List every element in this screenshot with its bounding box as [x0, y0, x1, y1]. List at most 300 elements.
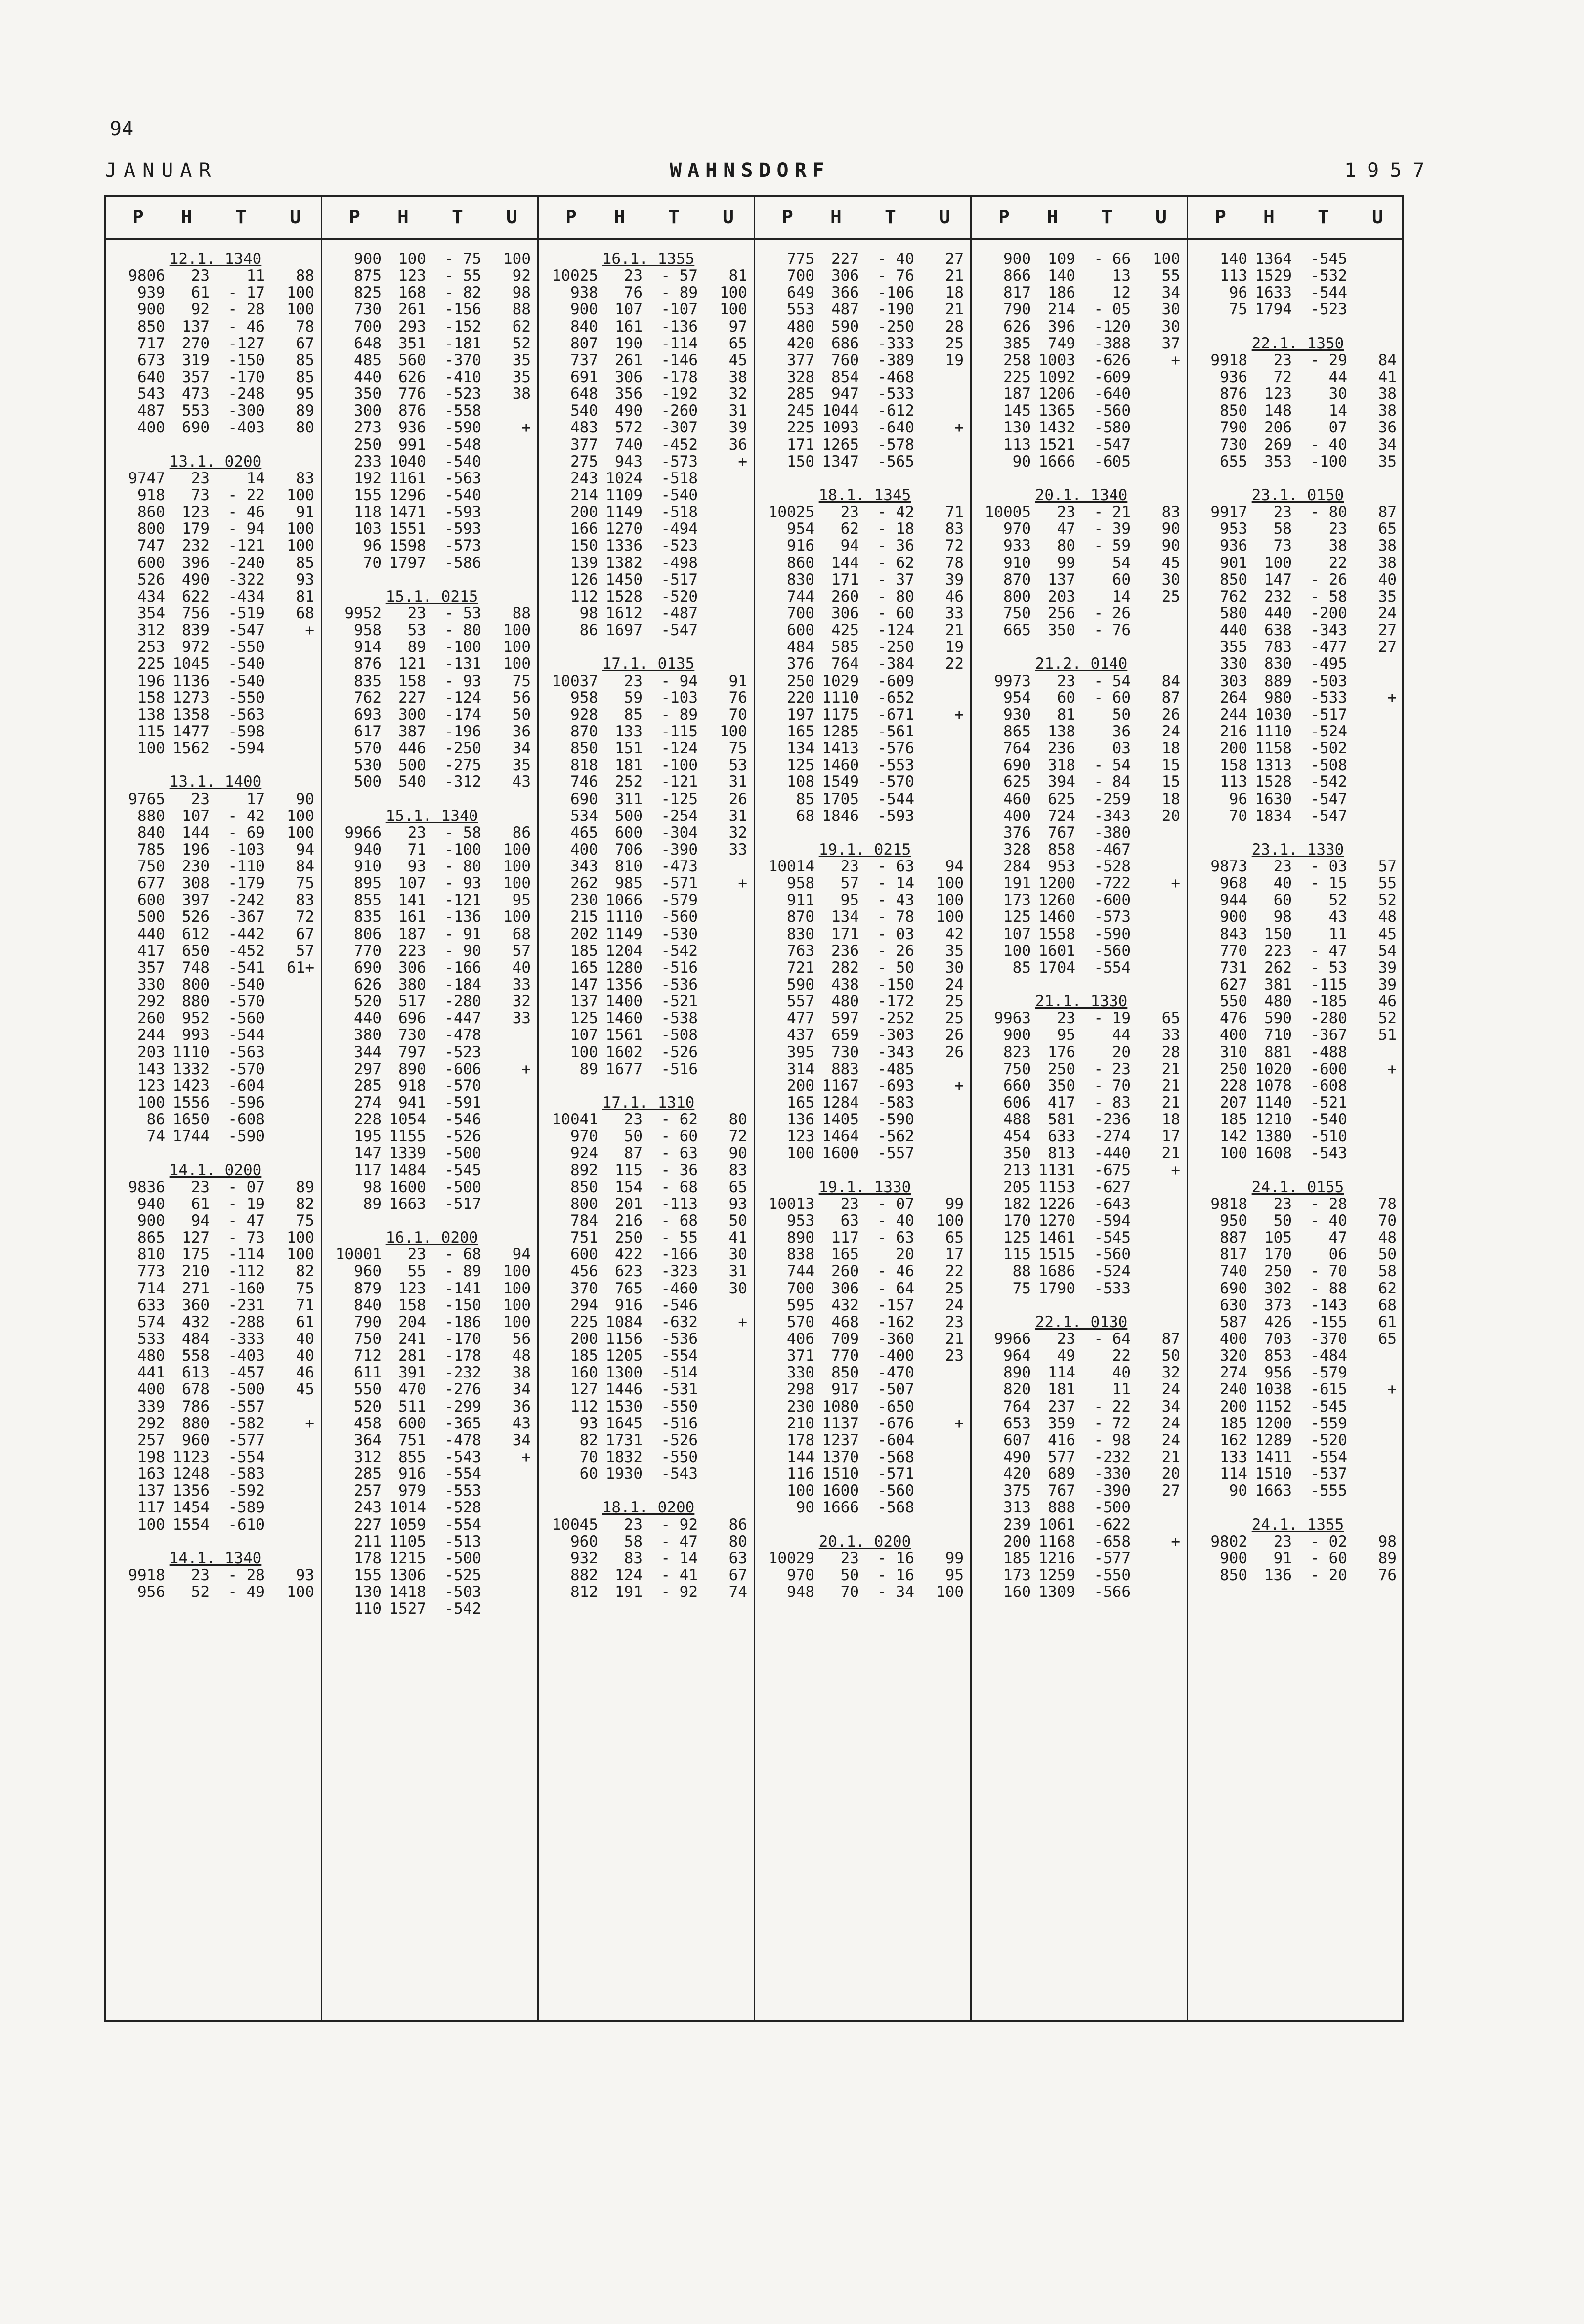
cell-u: 36	[1378, 419, 1397, 437]
table-row	[978, 369, 1185, 386]
cell-p: 480	[137, 1347, 165, 1365]
table-row	[328, 908, 536, 925]
cell-t: 54	[1112, 554, 1131, 572]
cell-t: - 94	[661, 672, 698, 690]
cell-h: 724	[1048, 807, 1075, 825]
cell-p: 850	[570, 1178, 598, 1196]
cell-t: - 42	[877, 503, 914, 521]
table-row	[328, 419, 536, 436]
cell-t: -121	[444, 891, 481, 909]
cell-t: -184	[444, 976, 481, 994]
cell-t: -658	[1094, 1532, 1131, 1550]
cell-u: 38	[512, 1364, 531, 1382]
column-rows	[545, 251, 752, 1600]
cell-p: 747	[137, 537, 165, 555]
table-row	[328, 1550, 536, 1567]
table-row	[978, 1533, 1185, 1550]
cell-h: 440	[1264, 604, 1292, 622]
cell-t: -550	[1094, 1566, 1131, 1584]
cell-t: -523	[661, 537, 698, 555]
cell-t: -232	[1094, 1448, 1131, 1466]
cell-t: -550	[661, 1448, 698, 1466]
cell-p: 273	[354, 419, 382, 437]
cell-h: 227	[398, 689, 426, 707]
cell-h: 748	[182, 958, 210, 977]
table-row	[1194, 301, 1402, 318]
sounding-date-heading	[328, 1229, 536, 1246]
cell-t: - 28	[228, 1566, 265, 1584]
cell-h: 1167	[822, 1076, 859, 1095]
cell-u: +	[1387, 1060, 1397, 1078]
table-row	[761, 723, 969, 740]
cell-u: 100	[287, 807, 314, 825]
cell-t: - 29	[1310, 351, 1347, 369]
table-row	[978, 1482, 1185, 1499]
table-row	[761, 655, 969, 672]
cell-p: 690	[570, 790, 598, 808]
cell-t: -523	[1310, 301, 1347, 319]
table-row	[761, 1263, 969, 1280]
table-row	[328, 959, 536, 976]
cell-u: 75	[296, 1212, 314, 1230]
cell-h: 144	[831, 554, 859, 572]
cell-h: 23	[840, 858, 859, 876]
cell-h: 1158	[1255, 739, 1292, 758]
cell-p: 939	[137, 284, 165, 302]
cell-u: 100	[1153, 250, 1180, 268]
cell-h: 158	[398, 1296, 426, 1314]
cell-u: 74	[728, 1583, 747, 1601]
cell-h: 1558	[1038, 925, 1075, 943]
cell-h: 70	[840, 1583, 859, 1601]
table-row	[978, 1280, 1185, 1297]
table-row	[1194, 875, 1402, 892]
table-row	[545, 1162, 752, 1179]
cell-t: -124	[661, 739, 698, 758]
cell-u: +	[954, 419, 964, 437]
cell-h: 256	[1048, 604, 1075, 622]
cell-h: 1285	[822, 722, 859, 740]
table-row	[761, 1381, 969, 1398]
cell-h: 880	[182, 992, 210, 1011]
table-row	[328, 1179, 536, 1196]
cell-u: 88	[296, 267, 314, 285]
cell-u: 51	[1378, 1026, 1397, 1044]
cell-u: 83	[296, 469, 314, 487]
cell-t: -594	[1094, 1212, 1131, 1230]
table-row	[545, 706, 752, 723]
cell-t: -524	[1094, 1262, 1131, 1281]
header-u: U	[290, 206, 301, 228]
cell-u: 75	[296, 874, 314, 893]
cell-u: 72	[296, 908, 314, 926]
sounding-date-heading	[1194, 841, 1402, 858]
header-u: U	[1372, 206, 1383, 228]
cell-p: 526	[137, 570, 165, 589]
cell-u: 25	[945, 1279, 964, 1297]
cell-u: 86	[512, 823, 531, 842]
cell-p: 770	[1220, 942, 1247, 960]
cell-p: 543	[137, 385, 165, 403]
cell-u: 94	[512, 1246, 531, 1264]
cell-p: 750	[1003, 1060, 1031, 1078]
cell-p: 134	[787, 739, 814, 758]
cell-p: 88	[1012, 1262, 1031, 1281]
cell-t: -150	[444, 1296, 481, 1314]
cell-u: 78	[296, 317, 314, 336]
cell-p: 714	[137, 1279, 165, 1297]
cell-p: 150	[787, 452, 814, 471]
cell-t: -114	[661, 334, 698, 352]
cell-p: 440	[354, 1009, 382, 1028]
cell-t: -570	[444, 1076, 481, 1095]
table-row	[978, 1111, 1185, 1128]
table-row	[328, 993, 536, 1010]
cell-p: 355	[1220, 638, 1247, 656]
table-row	[761, 1398, 969, 1415]
cell-t: - 36	[661, 1161, 698, 1179]
cell-h: 58	[624, 1532, 642, 1550]
cell-h: 1612	[605, 604, 642, 622]
date-time-label: 24.1. 0155	[1251, 1178, 1344, 1196]
cell-p: 570	[354, 739, 382, 758]
table-row	[761, 1314, 969, 1331]
header-h: H	[1263, 206, 1275, 228]
cell-u: 100	[720, 301, 747, 319]
cell-u: 22	[945, 1262, 964, 1281]
cell-p: 165	[787, 1094, 814, 1112]
cell-h: 23	[624, 1111, 642, 1129]
table-row	[112, 926, 319, 943]
cell-t: 43	[1328, 908, 1347, 926]
table-row	[1194, 1196, 1402, 1212]
cell-p: 187	[1003, 385, 1031, 403]
cell-h: 93	[407, 858, 426, 876]
cell-u: 100	[503, 1296, 531, 1314]
cell-h: 23	[1273, 351, 1292, 369]
table-row	[761, 335, 969, 352]
cell-t: -157	[877, 1296, 914, 1314]
table-row	[112, 655, 319, 672]
cell-t: -276	[444, 1380, 481, 1399]
cell-t: -488	[1310, 1043, 1347, 1061]
cell-t: - 36	[877, 537, 914, 555]
cell-t: -370	[1310, 1330, 1347, 1348]
cell-p: 875	[354, 267, 382, 285]
cell-u: 93	[296, 570, 314, 589]
cell-t: - 46	[228, 317, 265, 336]
header-u: U	[723, 206, 734, 228]
cell-t: -360	[877, 1330, 914, 1348]
cell-h: 23	[1273, 503, 1292, 521]
cell-p: 312	[137, 621, 165, 640]
cell-t: -322	[228, 570, 265, 589]
cell-p: 137	[570, 992, 598, 1011]
cell-p: 750	[354, 1330, 382, 1348]
row-spacer	[328, 791, 536, 808]
cell-p: 100	[137, 739, 165, 758]
cell-p: 113	[1220, 267, 1247, 285]
cell-h: 49	[1057, 1347, 1075, 1365]
cell-t: -477	[1310, 638, 1347, 656]
cell-h: 95	[840, 891, 859, 909]
cell-t: -403	[228, 1347, 265, 1365]
date-time-label: 18.1. 1345	[818, 486, 911, 504]
cell-h: 366	[831, 284, 859, 302]
table-row	[1194, 1094, 1402, 1111]
row-spacer	[978, 639, 1185, 655]
cell-t: - 62	[877, 554, 914, 572]
cell-p: 257	[137, 1431, 165, 1449]
cell-h: 979	[398, 1482, 426, 1500]
cell-h: 123	[398, 1279, 426, 1297]
cell-h: 597	[831, 1009, 859, 1028]
cell-t: -545	[1094, 1229, 1131, 1247]
cell-u: +	[1387, 1380, 1397, 1399]
cell-p: 195	[354, 1127, 382, 1146]
cell-p: 838	[787, 1246, 814, 1264]
cell-h: 1382	[605, 554, 642, 572]
table-row	[1194, 1027, 1402, 1043]
cell-h: 137	[1048, 570, 1075, 589]
cell-h: 1153	[1038, 1178, 1075, 1196]
row-spacer	[112, 1145, 319, 1162]
cell-p: 142	[1220, 1127, 1247, 1146]
cell-p: 440	[1220, 621, 1247, 640]
date-time-label: 17.1. 0135	[602, 655, 695, 673]
cell-t: -200	[1310, 604, 1347, 622]
table-row	[978, 335, 1185, 352]
cell-p: 9747	[128, 469, 165, 487]
cell-p: 607	[1003, 1431, 1031, 1449]
cell-t: -583	[877, 1094, 914, 1112]
cell-h: 94	[840, 537, 859, 555]
cell-h: 1306	[389, 1566, 426, 1584]
cell-t: -568	[877, 1499, 914, 1517]
cell-h: 381	[1264, 976, 1292, 994]
cell-h: 59	[624, 689, 642, 707]
cell-h: 23	[191, 1566, 210, 1584]
row-spacer	[328, 571, 536, 588]
table-row	[761, 740, 969, 757]
cell-t: -650	[877, 1397, 914, 1416]
cell-p: 750	[137, 858, 165, 876]
cell-h: 1423	[172, 1076, 210, 1095]
cell-p: 230	[787, 1397, 814, 1416]
cell-t: -521	[1310, 1094, 1347, 1112]
cell-t: -384	[877, 655, 914, 673]
cell-t: 44	[1328, 368, 1347, 386]
cell-u: +	[521, 1448, 531, 1466]
cell-h: 391	[398, 1364, 426, 1382]
cell-p: 910	[354, 858, 382, 876]
cell-t: - 75	[444, 250, 481, 268]
row-spacer	[761, 1516, 969, 1533]
table-row	[978, 774, 1185, 790]
cell-p: 215	[570, 908, 598, 926]
cell-h: 123	[398, 267, 426, 285]
cell-u: 38	[512, 385, 531, 403]
table-row	[978, 1128, 1185, 1145]
cell-t: -608	[228, 1111, 265, 1129]
cell-p: 96	[1229, 284, 1247, 302]
date-time-label: 15.1. 0215	[385, 587, 478, 605]
cell-t: - 88	[1310, 1279, 1347, 1297]
cell-h: 350	[1048, 621, 1075, 640]
table-row	[978, 352, 1185, 369]
cell-u: 57	[296, 942, 314, 960]
cell-t: -544	[228, 1026, 265, 1044]
cell-p: 100	[137, 1515, 165, 1534]
cell-u: 90	[728, 1144, 747, 1162]
row-spacer	[1194, 318, 1402, 335]
cell-t: - 59	[1094, 537, 1131, 555]
cell-p: 75	[1229, 301, 1247, 319]
cell-h: 876	[398, 402, 426, 420]
cell-t: -526	[661, 1043, 698, 1061]
cell-h: 1365	[1038, 402, 1075, 420]
cell-h: 1529	[1255, 267, 1292, 285]
cell-p: 751	[570, 1229, 598, 1247]
row-spacer	[545, 1077, 752, 1094]
table-row	[328, 301, 536, 318]
cell-p: 700	[787, 604, 814, 622]
cell-p: 665	[1003, 621, 1031, 640]
table-row	[761, 1482, 969, 1499]
cell-p: 649	[787, 284, 814, 302]
cell-t: -478	[444, 1431, 481, 1449]
cell-p: 740	[1220, 1262, 1247, 1281]
cell-p: 155	[354, 1566, 382, 1584]
cell-p: 900	[1003, 1026, 1031, 1044]
cell-p: 185	[1003, 1549, 1031, 1567]
cell-t: -593	[444, 503, 481, 521]
table-row	[328, 892, 536, 908]
cell-t: -307	[661, 419, 698, 437]
table-row	[978, 284, 1185, 301]
table-row	[112, 1499, 319, 1516]
table-row	[761, 402, 969, 419]
table-row	[978, 757, 1185, 774]
cell-t: -722	[1094, 874, 1131, 893]
table-row	[328, 335, 536, 352]
table-row	[761, 1280, 969, 1297]
cell-h: 176	[1048, 1043, 1075, 1061]
cell-t: -533	[1310, 689, 1347, 707]
table-row	[328, 1465, 536, 1482]
cell-u: 22	[945, 655, 964, 673]
cell-p: 310	[1220, 1043, 1247, 1061]
cell-p: 9966	[344, 823, 382, 842]
cell-t: - 53	[444, 604, 481, 622]
cell-h: 107	[182, 807, 210, 825]
cell-t: - 80	[444, 621, 481, 640]
cell-h: 972	[182, 638, 210, 656]
table-row	[328, 1331, 536, 1347]
cell-p: 253	[137, 638, 165, 656]
cell-p: 600	[137, 891, 165, 909]
cell-h: 1461	[1038, 1229, 1075, 1247]
table-row	[328, 926, 536, 943]
table-row	[545, 1465, 752, 1482]
cell-t: -600	[1094, 891, 1131, 909]
cell-u: 100	[287, 823, 314, 842]
cell-u: 18	[945, 284, 964, 302]
cell-p: 260	[137, 1009, 165, 1028]
cell-p: 200	[1220, 1397, 1247, 1416]
cell-h: 50	[624, 1127, 642, 1146]
cell-u: 35	[1378, 587, 1397, 605]
cell-t: -671	[877, 705, 914, 724]
cell-t: -540	[661, 486, 698, 504]
cell-h: 351	[398, 334, 426, 352]
table-row	[112, 369, 319, 386]
cell-h: 1296	[389, 486, 426, 504]
cell-t: - 80	[444, 858, 481, 876]
table-row	[545, 1280, 752, 1297]
cell-t: - 41	[661, 1566, 698, 1584]
cell-t: -333	[228, 1330, 265, 1348]
table-row	[112, 555, 319, 571]
cell-u: 40	[1378, 570, 1397, 589]
cell-t: - 22	[228, 486, 265, 504]
table-row	[1194, 1398, 1402, 1415]
cell-p: 640	[137, 368, 165, 386]
cell-h: 558	[182, 1347, 210, 1365]
cell-p: 213	[1003, 1161, 1031, 1179]
cell-t: -103	[661, 689, 698, 707]
cell-t: -447	[444, 1009, 481, 1028]
cell-p: 790	[1220, 419, 1247, 437]
cell-t: -550	[228, 689, 265, 707]
cell-h: 1003	[1038, 351, 1075, 369]
cell-t: -571	[661, 874, 698, 893]
cell-p: 133	[1220, 1448, 1247, 1466]
cell-p: 344	[354, 1043, 382, 1061]
table-row	[761, 453, 969, 470]
cell-u: 39	[1378, 976, 1397, 994]
cell-h: 1332	[172, 1060, 210, 1078]
table-row	[1194, 858, 1402, 875]
cell-u: 38	[1378, 385, 1397, 403]
table-row	[978, 892, 1185, 908]
cell-h: 1364	[1255, 250, 1292, 268]
cell-t: - 42	[228, 807, 265, 825]
cell-h: 203	[1048, 587, 1075, 605]
cell-h: 206	[1264, 419, 1292, 437]
table-row	[978, 520, 1185, 537]
cell-u: 30	[945, 958, 964, 977]
cell-h: 72	[1273, 368, 1292, 386]
cell-u: 81	[728, 267, 747, 285]
table-row	[328, 1381, 536, 1398]
table-row	[978, 386, 1185, 402]
cell-t: -516	[661, 958, 698, 977]
cell-h: 394	[1048, 773, 1075, 791]
cell-u: 65	[1378, 1330, 1397, 1348]
table-row	[1194, 588, 1402, 605]
cell-p: 100	[570, 1043, 598, 1061]
cell-u: 100	[503, 1279, 531, 1297]
date-time-label: 17.1. 1310	[602, 1094, 695, 1112]
cell-p: 580	[1220, 604, 1247, 622]
cell-u: 100	[936, 1212, 964, 1230]
table-row	[328, 284, 536, 301]
table-row	[978, 673, 1185, 689]
cell-u: 100	[503, 908, 531, 926]
cell-t: -112	[228, 1262, 265, 1281]
cell-t: - 78	[877, 908, 914, 926]
